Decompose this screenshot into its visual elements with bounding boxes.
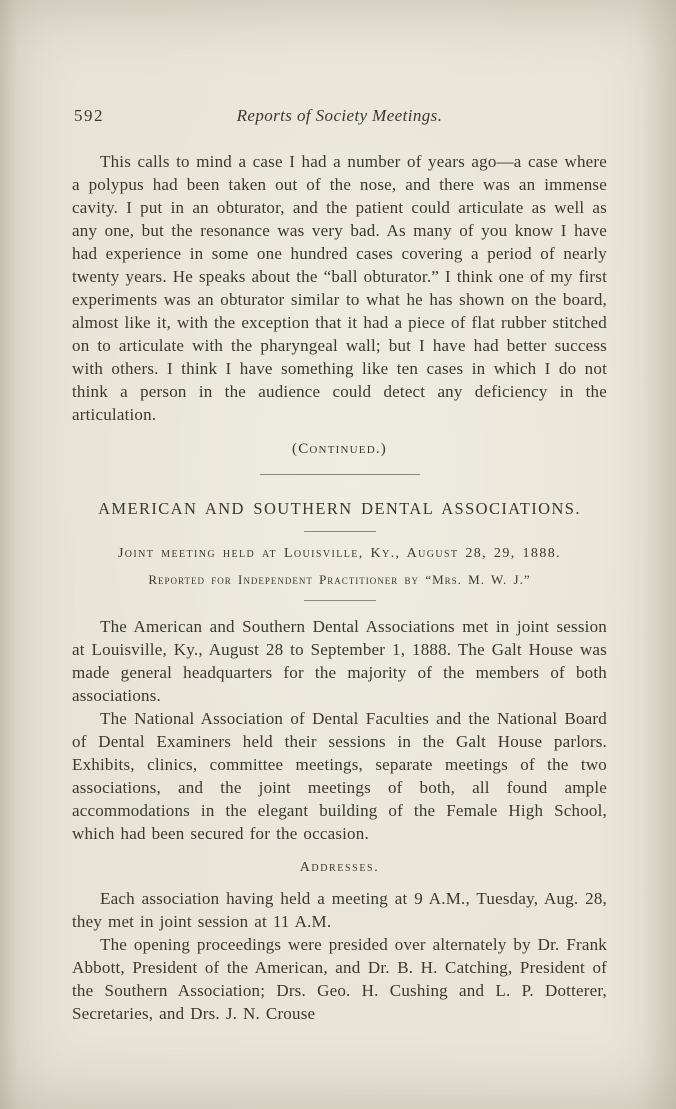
- discussion-paragraph: This calls to mind a case I had a number of years ago—a case where a polypus had been taken out of the nose, and there was an immense cavity. I put in an obturator, and the patient could articulate as well as any one, but the resonance was very bad. As many of you know I have had experience in some one hundred cases covering a period of nearly twenty years. He speaks about the “ball obturator.” I think one of my first experiments was an obturator similar to what he has shown on the board, almost like it, with the exception that it had a piece of flat rubber stitched on to articulate with the pharyngeal wall; but I have had better success with others. I think I have something like ten cases in which I do not think a person in the audience could detect any deficiency in the articulation.: [72, 152, 607, 424]
- article-paragraph-1: The American and Southern Dental Associations met in joint session at Louisville, Ky., August 28 to September 1, 1888. The Galt House was made general headquarters for the majority of the members of both associations.: [72, 617, 607, 705]
- addresses-paragraph-1: Each association having held a meeting at 9 A.M., Tuesday, Aug. 28, they met in joint session at 11 A.M.: [72, 889, 607, 931]
- meeting-subtitle: Joint meeting held at Louisville, Ky., August 28, 29, 1888.: [117, 546, 562, 561]
- running-head: [72, 106, 607, 130]
- running-title: Reports of Society Meetings.: [236, 106, 443, 125]
- reporter-byline: Reported for Independent Practitioner by “Mrs. M. W. J.”: [148, 572, 531, 587]
- title-divider-rule: [304, 531, 376, 532]
- continued-note: (Continued.): [292, 441, 387, 457]
- article-title: AMERICAN AND SOUTHERN DENTAL ASSOCIATIONS.: [98, 499, 581, 518]
- addresses-section-heading: Addresses.: [299, 860, 380, 875]
- byline-divider-rule: [304, 600, 376, 601]
- section-divider-rule: [260, 474, 420, 475]
- page-body: [72, 150, 607, 1025]
- page-number: 592: [74, 106, 104, 125]
- article-paragraph-2: The National Association of Dental Faculties and the National Board of Dental Examiners held their sessions in the Galt House parlors. Exhibits, clinics, committee meetings, separate meetings of the two associations, and the joint meetings of both, all found ample accommodations in the elegant building of the Female High School, which had been secured for the occasion.: [72, 709, 607, 843]
- addresses-paragraph-2: The opening proceedings were presided over alternately by Dr. Frank Abbott, President of the American, and Dr. B. H. Catching, President of the Southern Association; Drs. Geo. H. Cushing and L. P. Dotterer, Secretaries, and Drs. J. N. Crouse: [72, 935, 607, 1023]
